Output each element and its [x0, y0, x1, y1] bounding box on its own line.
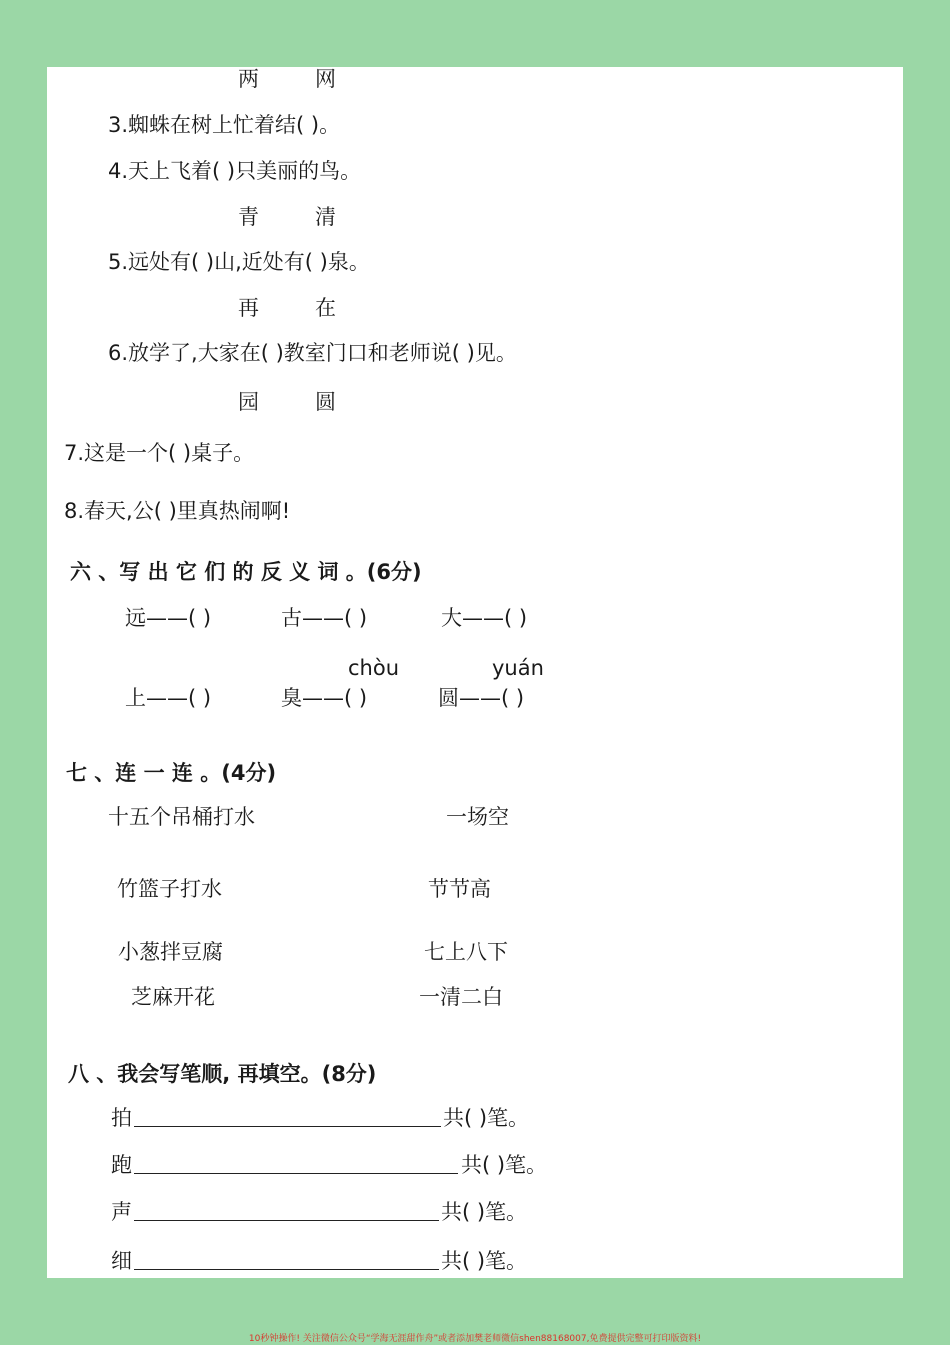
question-8: 8.春天,公( )里真热闹啊!: [64, 499, 291, 523]
stroke-order-char: 声: [111, 1200, 132, 1224]
antonym-item: 大——( ): [441, 606, 528, 630]
section-7-heading: 七 、连 一 连 。(4分): [66, 761, 277, 785]
stroke-count-text: 共( )笔。: [441, 1249, 528, 1273]
question-5: 5.远处有( )山,近处有( )泉。: [108, 250, 370, 274]
match-left-item: 十五个吊桶打水: [108, 805, 255, 829]
stroke-order-blank[interactable]: [134, 1269, 439, 1270]
antonym-item: 臭——( ): [281, 686, 368, 710]
choice-char: 网: [315, 67, 336, 91]
match-right-item: 节节高: [428, 877, 491, 901]
match-left-item: 竹篮子打水: [117, 877, 222, 901]
question-3: 3.蜘蛛在树上忙着结( )。: [108, 113, 341, 137]
promo-footer: 10秒钟操作! 关注微信公众号“学海无涯甜作舟”或者添加樊老师微信shen88168007,免费提供完整可打印版资料!: [248, 1334, 702, 1344]
stroke-order-blank[interactable]: [134, 1220, 439, 1221]
worksheet-page: [47, 67, 903, 1278]
antonym-item: 远——( ): [125, 606, 212, 630]
stroke-order-char: 拍: [111, 1106, 132, 1130]
match-left-item: 芝麻开花: [131, 985, 215, 1009]
stroke-order-char: 跑: [111, 1153, 132, 1177]
stroke-order-blank[interactable]: [134, 1126, 441, 1127]
antonym-item: 上——( ): [125, 686, 212, 710]
section-8-heading: 八 、我会写笔顺, 再填空。(8分): [68, 1062, 377, 1086]
question-7: 7.这是一个( )桌子。: [64, 441, 255, 465]
match-right-item: 一场空: [446, 805, 509, 829]
antonym-item: 圆——( ): [438, 686, 525, 710]
stroke-order-char: 细: [111, 1249, 132, 1273]
pinyin-label: chòu: [348, 656, 400, 680]
stroke-count-text: 共( )笔。: [441, 1200, 528, 1224]
choice-char: 再: [238, 296, 259, 320]
section-6-heading: 六 、写 出 它 们 的 反 义 词 。(6分): [70, 560, 422, 584]
question-4: 4.天上飞着( )只美丽的鸟。: [108, 159, 362, 183]
match-left-item: 小葱拌豆腐: [118, 940, 223, 964]
stroke-order-blank[interactable]: [134, 1173, 458, 1174]
choice-char: 青: [238, 205, 259, 229]
stroke-count-text: 共( )笔。: [461, 1153, 548, 1177]
pinyin-label: yuán: [492, 656, 544, 680]
choice-char: 清: [315, 205, 336, 229]
match-right-item: 一清二白: [419, 985, 503, 1009]
match-right-item: 七上八下: [424, 940, 508, 964]
choice-char: 园: [238, 390, 259, 414]
choice-char: 圆: [315, 390, 336, 414]
choice-char: 两: [238, 67, 259, 91]
antonym-item: 古——( ): [281, 606, 368, 630]
choice-char: 在: [315, 296, 336, 320]
question-6: 6.放学了,大家在( )教室门口和老师说( )见。: [108, 341, 517, 365]
stroke-count-text: 共( )笔。: [443, 1106, 530, 1130]
